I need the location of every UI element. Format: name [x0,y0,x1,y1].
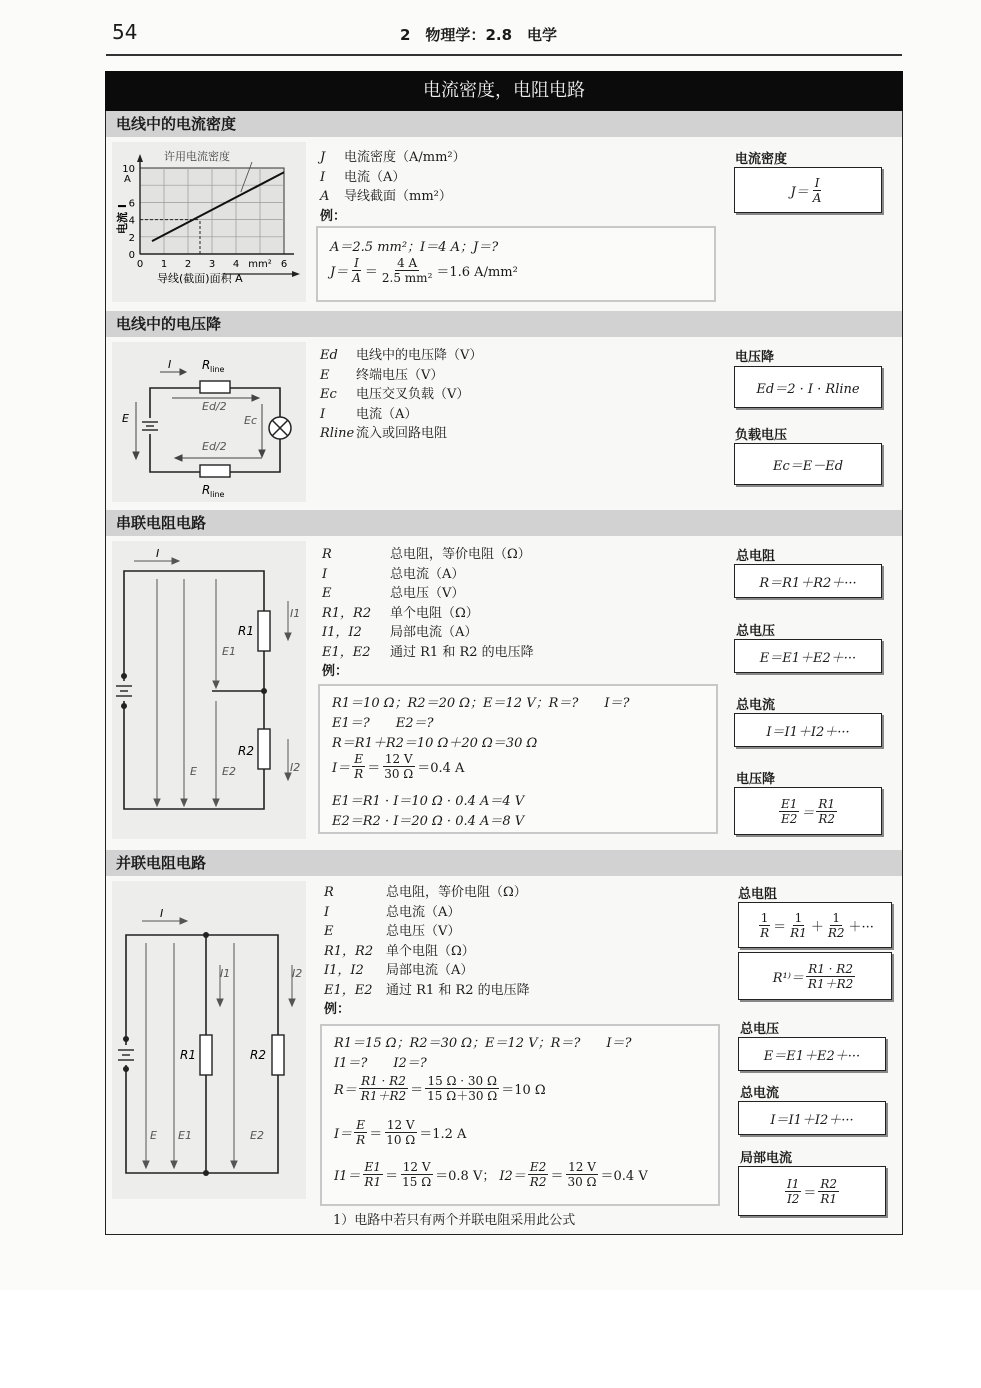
numerator: 1 [794,910,803,925]
x-axis-label: 导线(截面)面积 A [157,272,243,285]
current-density-figure [112,142,306,302]
fraction [758,911,771,940]
definition-row [322,604,534,624]
resistor-r2-icon [258,729,270,769]
formula-label: 电压降 [735,350,775,365]
example-label: 例： [322,664,349,679]
example-line: J＝ $\frac{I}{A}$ ＝ $\frac{4 A}{\text{2.5 mm²}}$ ＝1.6 A/mm² [330,256,518,285]
x-tick-label: 1 [160,259,168,270]
example-line: R1＝15 Ω；R2＝30 Ω；E＝12 V；R＝? I＝? [334,1036,632,1051]
series-circuit-figure [112,541,306,839]
denominator: 15 Ω＋30 Ω [427,1089,498,1103]
denominator: R1＋R2 [807,976,854,991]
x-tick-label: 3 [208,259,216,270]
denominator: R [356,1133,366,1147]
numerator: I1 [786,1176,800,1191]
definition-symbol: J [320,150,326,165]
fraction [352,752,365,781]
formula-label: 电压降 [736,772,776,787]
numerator: 1 [760,910,769,925]
definition-row [322,584,534,604]
formula-box-parallel-reciprocal [738,902,892,948]
definition-row [322,545,534,565]
example-lhs: I＝ [332,761,351,776]
definition-text: 总电流（A） [386,904,461,920]
operator: ＝ [773,919,787,935]
definition-symbol: R1，R2 [324,943,374,959]
resistor-subscript: line [210,490,225,499]
current-label: I1 [220,967,231,980]
definition-symbol: R [324,885,334,900]
resistor-label: R1 [238,624,254,638]
fraction [362,1160,383,1189]
numerator: 12 V [384,752,413,766]
numerator: R1 · R2 [361,1074,406,1088]
formula-box-voltage-drop: Ed＝2 · I · Rline [734,366,882,408]
definition-row [320,385,482,405]
voltage-label: E1 [222,645,236,658]
x-tick-label: mm² [248,259,272,270]
fraction [400,1160,433,1189]
formula-box-series-voltage: E＝E1＋E2＋··· [734,639,882,673]
definition-row [320,424,482,444]
fraction [785,1177,801,1206]
current-label: I [160,907,164,920]
voltage-label: E [150,1129,157,1142]
example-label: 例： [320,208,347,224]
formula-box-parallel-two [738,952,892,1000]
resistor-r1-icon [200,1035,212,1075]
definition-symbol: R1，R2 [322,605,372,621]
formula-label: 总电压 [740,1022,780,1037]
definition-text: 单个电阻（Ω） [390,605,479,621]
current-label: I [156,547,160,560]
running-head: 2 物理学：2.8 电学 [400,26,558,44]
definition-row [324,942,530,962]
numerator: E2 [529,1160,547,1174]
fraction [382,752,415,781]
definition-text: 通过 R1 和 R2 的电压降 [390,644,534,660]
denominator: R1 [820,1191,838,1206]
fraction [425,1074,499,1103]
y-tick-label: 6 [128,198,135,210]
definition-symbol: A [320,189,330,204]
denominator: R2 [827,925,845,940]
formula-box-current-density [734,167,882,213]
example-line: I＝ $\frac{E}{R}$ ＝ $\frac{12 V}{30 \Omega}$ ＝0.4 A [332,752,465,781]
load-voltage-label: Ec [244,414,257,427]
definition-row [324,922,530,942]
example-line: R1＝10 Ω；R2＝20 Ω；E＝12 V；R＝? I＝? [332,696,630,711]
definition-text: 局部电流（A） [386,963,474,978]
current-label: I1 [290,607,301,620]
definition-row [320,366,482,386]
definition-row [320,148,466,168]
formula-box-parallel-current: I＝I1＋I2＋··· [738,1101,886,1135]
y-tick-label: 2 [128,232,135,244]
denominator: I2 [786,1191,800,1206]
example-lhs: I1＝ [334,1169,361,1184]
numerator: E1 [780,796,798,811]
fraction [811,176,824,205]
definition-symbol: E [320,367,330,383]
formula-box-series-resistance: R＝R1＋R2＋··· [734,564,882,598]
example-lhs: I2＝ [499,1169,526,1184]
resistor-r1-icon [258,611,270,651]
formula-box-parallel-voltage: E＝E1＋E2＋··· [738,1037,886,1071]
parallel-circuit-figure [112,881,306,1199]
fraction [350,256,363,285]
definition-text: 电流（A） [356,406,418,422]
definition-symbol: I [324,904,330,920]
example-result: ＝0.4 A [417,761,465,776]
example-line: E2＝R2 · I＝20 Ω · 0.4 A＝8 V [332,814,525,829]
definition-row [322,565,534,585]
denominator: R [354,767,364,781]
fraction [565,1160,598,1189]
lamp-icon [269,417,291,439]
example-line: E1＝R1 · I＝10 Ω · 0.4 A＝4 V [332,794,525,809]
chart-title: 许用电流密度 [164,150,230,163]
example-lhs: I＝ [334,1127,353,1142]
fraction [806,962,855,991]
denominator: 2.5 mm² [381,271,433,285]
series-definitions [322,545,534,682]
resistor-subscript: line [210,365,225,374]
fraction [779,797,799,826]
denominator: 30 Ω [567,1175,597,1189]
definition-text: 总电流（A） [390,566,465,582]
parallel-example [320,1024,720,1206]
definition-text: 总电阻，等价电阻（Ω） [386,885,527,900]
page-title: 电流密度，电阻电路 [105,71,903,111]
numerator: E [356,1118,366,1132]
current-label: I [168,358,172,371]
definition-symbol: R [322,547,332,562]
fraction [380,256,434,285]
voltage-drop-figure [112,342,306,502]
fraction [826,911,847,940]
voltage-drop-circuit [112,342,306,502]
denominator: R2 [529,1175,547,1189]
definition-text: 流入或回路电阻 [356,426,448,441]
section-header-voltage-drop: 电线中的电压降 [106,311,902,337]
numerator: 4 A [397,256,418,270]
denominator: R1 [790,925,807,940]
example-result: ＝10 Ω [501,1083,546,1098]
example-line: I1＝? I2＝? [334,1056,427,1071]
drop-label: Ed/2 [202,400,227,413]
definition-symbol: I1，I2 [324,963,364,978]
example-label: 例： [324,1002,351,1017]
drop-label: Ed/2 [202,440,227,453]
current-density-chart [112,142,306,302]
denominator: 30 Ω [384,767,414,781]
definition-symbol: I1，I2 [322,625,362,640]
current-label: I2 [290,761,301,774]
parallel-definitions [324,883,530,1020]
example-lhs: R＝ [334,1083,357,1098]
battery-icon [142,418,158,434]
series-example [318,684,718,834]
voltage-label: E2 [250,1129,264,1142]
definition-row [324,961,530,981]
formula-label: 总电流 [736,698,776,713]
definition-text: 终端电压（V） [356,367,444,383]
battery-icon [118,1045,134,1065]
resistor-r2-icon [272,1035,284,1075]
fraction [788,911,809,940]
series-circuit-diagram [112,541,306,839]
definition-row [324,981,530,1001]
definition-row [320,346,482,366]
definition-row [322,643,534,663]
resistor-icon [200,381,230,393]
resistor-label: R1 [180,1048,196,1062]
definition-symbol: Ec [320,387,337,402]
example-line: I＝ $\frac{E}{R}$ ＝ $\frac{12 V}{10 \Omega}$ ＝1.2 A [334,1118,467,1147]
numerator: 12 V [402,1160,431,1174]
y-tick-label: 4 [128,215,135,227]
section-header-series-circuit: 串联电阻电路 [106,510,902,536]
section-header-parallel-circuit: 并联电阻电路 [106,850,902,876]
example-line: A＝2.5 mm²；I＝4 A；J＝? [330,240,499,255]
definition-text: 总电压（V） [390,586,465,601]
formula-lhs: J＝ [790,184,809,200]
x-tick-label: 6 [280,259,288,270]
denominator: 10 Ω [386,1133,416,1147]
definition-symbol: E [324,924,334,939]
formula-box-load-voltage: Ec＝E－Ed [734,443,882,485]
definition-symbol: I [320,169,326,185]
numerator: E [354,752,364,766]
formula-label: 电流密度 [735,152,788,167]
definition-text: 总电压（V） [386,924,461,939]
definition-text: 导线截面（mm²） [344,189,452,204]
example-result: ＝1.6 A/mm² [436,265,518,280]
formula-label: 总电阻 [736,549,776,564]
y-axis-label: 电流 I [116,204,129,234]
definition-text: 电压交叉负载（V） [356,387,470,402]
numerator: 15 Ω · 30 Ω [427,1074,497,1088]
denominator: A [352,271,361,285]
battery-icon [116,681,132,701]
example-line: I1＝ $\frac{E1}{R1}$ ＝ $\frac{12 V}{15 \Omega}$ ＝0.8 V； I2＝ $\frac{E2}{R2}$ ＝ $\frac{12 V}{30 \Omega}$ ＝0.4 V [334,1160,648,1189]
definition-symbol: I [320,406,326,422]
x-axis-label-arrow-icon [292,271,300,277]
current-density-definitions [320,148,466,226]
definition-symbol: E1，E2 [322,644,371,660]
voltage-drop-definitions [320,346,482,444]
formula-box-series-drop: $\frac{E1}{E2}$ ＝ $\frac{R1}{R2}$ [734,787,882,835]
definition-row [322,623,534,643]
resistor-label: R [202,483,211,497]
formula-label: 总电阻 [738,887,778,902]
resistor-label: R2 [238,744,254,758]
formula-box-series-current: I＝I1＋I2＋··· [734,713,882,747]
definition-row [324,903,530,923]
formula-label: 总电压 [736,624,776,639]
y-unit-label: A [124,174,131,185]
definition-symbol: E [322,586,332,601]
definition-symbol: Rline [320,426,355,441]
numerator: E1 [364,1160,381,1174]
page-number: 54 [112,20,138,44]
definition-text: 总电阻，等价电阻（Ω） [390,547,531,562]
definition-text: 电线中的电压降（V） [356,348,483,363]
formula-label: 局部电流 [740,1151,793,1166]
header-rule [106,54,902,56]
fraction [384,1118,417,1147]
definition-row [320,187,466,207]
example-result: ＝1.2 A [419,1127,467,1142]
definition-text: 通过 R1 和 R2 的电压降 [386,982,530,998]
current-density-example [316,226,716,302]
definition-text: 电流密度（A/mm²） [344,150,466,165]
fraction [818,1177,839,1206]
voltage-label: E [122,412,129,425]
page-margin [0,1290,981,1388]
numerator: I [354,256,359,270]
denominator: 15 Ω [402,1175,432,1189]
example-line: R＝R1＋R2＝10 Ω＋20 Ω＝30 Ω [332,736,538,751]
x-tick-label: 0 [136,259,144,270]
fraction [359,1074,408,1103]
parallel-circuit-diagram [112,881,306,1199]
numerator: I [814,175,820,190]
operator: ＋ [810,919,824,935]
numerator: 1 [832,910,840,925]
denominator: R1＋R2 [360,1089,407,1103]
formula-lhs: R¹⁾＝ [772,970,804,986]
fraction [354,1118,367,1147]
definition-row [320,405,482,425]
numerator: R2 [820,1176,838,1191]
voltage-label: E2 [222,765,236,778]
x-tick-label: 4 [232,259,240,270]
denominator: E2 [780,811,798,826]
denominator: R2 [818,811,836,826]
definition-text: 电流（A） [344,169,406,185]
numerator: 12 V [568,1160,596,1174]
numerator: 12 V [386,1118,415,1132]
section-header-current-density: 电线中的电流密度 [106,111,902,137]
operator: ＋··· [848,919,874,935]
example-line: R＝ $\frac{R1 \cdot R2}{R1+R2}$ ＝ $\frac{15 \Omega \cdot 30 \Omega}{15 \Omega+30 \Omega}$ ＝10 Ω [334,1074,546,1103]
example-result: ＝0.4 V [600,1169,648,1184]
resistor-label: R [202,358,211,372]
formula-box-partial-current: $\frac{I1}{I2}$ ＝ $\frac{R2}{R1}$ [738,1166,886,1216]
definition-text: 单个电阻（Ω） [386,943,475,959]
numerator: R1 · R2 [808,961,853,976]
fraction [528,1160,549,1189]
example-lhs: J＝ [330,265,349,280]
current-label: I2 [292,967,303,980]
formula-label: 总电流 [740,1086,780,1101]
x-tick-label: 2 [184,259,192,270]
example-result: ＝0.8 V； [435,1169,496,1184]
definition-symbol: E1，E2 [324,982,373,998]
voltage-label: E1 [178,1129,192,1142]
definition-text: 局部电流（A） [390,625,478,640]
y-tick-label: 0 [128,250,135,261]
footnote: 1）电路中若只有两个并联电阻采用此公式 [333,1213,576,1228]
voltage-label: E [190,765,197,778]
formula-label: 负载电压 [735,428,788,443]
resistor-label: R2 [250,1048,266,1062]
denominator: R [760,925,770,940]
denominator: A [812,190,822,205]
definition-symbol: Ed [320,348,338,363]
numerator: R1 [818,796,836,811]
definition-row [320,168,466,188]
denominator: R1 [364,1175,382,1189]
definition-symbol: I [322,566,328,582]
y-axis-arrow-icon [137,154,143,162]
y-tick-label: 10 [122,164,135,175]
fraction [816,797,837,826]
example-line: E1＝? E2＝? [332,716,434,731]
definition-row [324,883,530,903]
resistor-icon [200,465,230,477]
